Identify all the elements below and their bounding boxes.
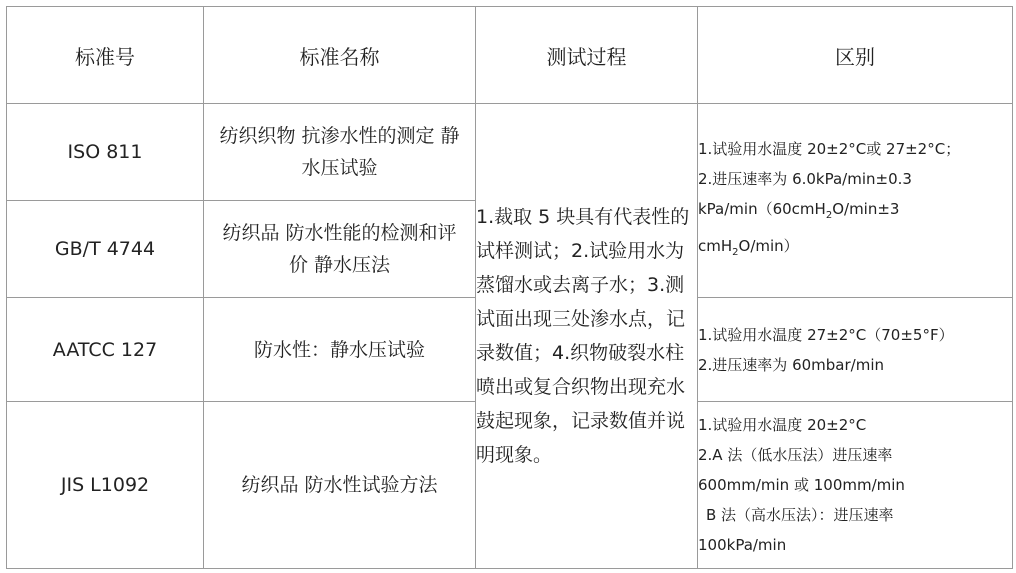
difference-line bbox=[698, 194, 1012, 231]
difference-text: O/min±3 bbox=[832, 199, 900, 218]
standard-name-cell bbox=[204, 104, 476, 200]
difference-cell-jis bbox=[698, 402, 1013, 569]
standard-name-text: 防水性：静水压试验 bbox=[253, 338, 425, 361]
table-row bbox=[7, 104, 1013, 200]
standard-no-cell: ISO 811 bbox=[7, 104, 204, 200]
difference-line: 1.试验用水温度 20±2°C bbox=[698, 416, 867, 435]
difference-line: 2.进压速率为 6.0kPa/min±0.3 bbox=[698, 169, 912, 188]
difference-text: O/min） bbox=[738, 236, 799, 255]
header-standard-no: 标准号 bbox=[7, 7, 204, 104]
subscript-2: 2 bbox=[732, 246, 739, 258]
header-row bbox=[7, 7, 1013, 104]
standard-no-cell: GB/T 4744 bbox=[7, 200, 204, 297]
standard-no-cell: JIS L1092 bbox=[7, 402, 204, 569]
difference-line: 100kPa/min bbox=[698, 536, 787, 555]
standard-name-cell bbox=[204, 402, 476, 569]
standards-table bbox=[6, 6, 1013, 569]
difference-text: cmH bbox=[698, 236, 733, 255]
standard-name-text: 纺织织物 抗渗水性的测定 静水压试验 bbox=[219, 125, 460, 179]
header-test-process: 测试过程 bbox=[476, 7, 698, 104]
difference-line: 2.A 法（低水压法）进压速率 bbox=[698, 446, 893, 465]
difference-cell-iso-gb bbox=[698, 104, 1013, 298]
difference-cell-aatcc bbox=[698, 298, 1013, 402]
test-process-cell: 1.裁取 5 块具有代表性的试样测试；2.试验用水为蒸馏水或去离子水；3.测试面出现三处渗水点，记录数值；4.织物破裂水柱喷出或复合织物出现充水鼓起现象，记录数值并说明现象。 bbox=[476, 104, 698, 569]
header-difference: 区别 bbox=[698, 7, 1013, 104]
standard-no-cell: AATCC 127 bbox=[7, 298, 204, 402]
difference-line: 1.试验用水温度 27±2°C（70±5°F） bbox=[698, 325, 954, 344]
difference-line: 600mm/min 或 100mm/min bbox=[698, 476, 905, 495]
standard-name-text: 纺织品 防水性试验方法 bbox=[241, 474, 438, 497]
difference-line: B 法（高水压法）：进压速率 bbox=[706, 506, 894, 525]
standard-name-text: 纺织品 防水性能的检测和评价 静水压法 bbox=[222, 221, 457, 276]
standard-name-cell bbox=[204, 298, 476, 402]
difference-line: 2.进压速率为 60mbar/min bbox=[698, 355, 884, 374]
standard-name-cell bbox=[204, 200, 476, 297]
difference-line: 1.试验用水温度 20±2°C或 27±2°C； bbox=[698, 139, 961, 158]
subscript-2: 2 bbox=[825, 209, 833, 221]
difference-text: kPa/min（60cmH bbox=[698, 199, 826, 218]
header-standard-name: 标准名称 bbox=[204, 7, 476, 104]
difference-line bbox=[698, 231, 1012, 268]
